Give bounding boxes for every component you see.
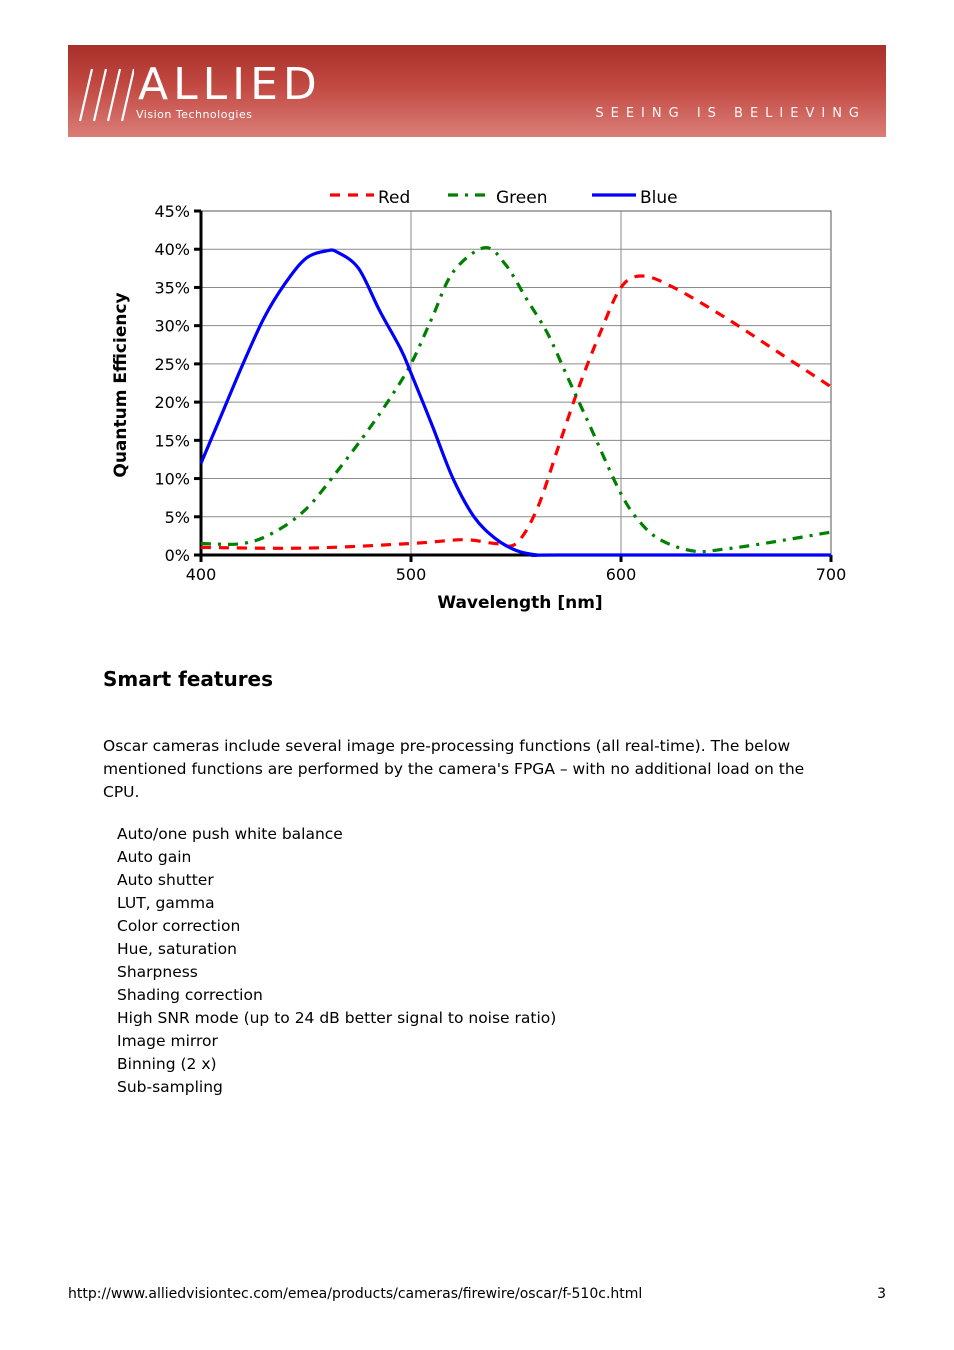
legend-label-green: Green <box>496 188 548 208</box>
feature-item: High SNR mode (up to 24 dB better signal to noise ratio) <box>117 1009 557 1027</box>
logo-subtext: Vision Technologies <box>136 108 253 121</box>
x-tick-label: 500 <box>395 565 427 584</box>
x-tick-label: 600 <box>605 565 637 584</box>
y-tick-label: 35% <box>154 278 190 298</box>
feature-item: LUT, gamma <box>117 894 215 912</box>
x-axis-label: Wavelength [nm] <box>437 593 603 613</box>
plot-area <box>201 211 831 555</box>
y-tick-label: 0% <box>164 546 190 565</box>
feature-item: Auto gain <box>117 848 192 866</box>
logo-wordmark: ALLIED <box>138 59 322 110</box>
y-tick-label: 30% <box>154 316 190 336</box>
y-axis-label: Quantum Efficiency <box>111 292 131 478</box>
section-title: Smart features <box>103 667 274 691</box>
y-tick-label: 45% <box>154 202 190 221</box>
chart-svg <box>100 178 860 628</box>
y-tick-label: 20% <box>154 393 190 413</box>
feature-item: Sharpness <box>117 963 198 981</box>
header-banner <box>68 45 886 137</box>
feature-item: Image mirror <box>117 1032 218 1050</box>
y-tick-label: 10% <box>154 469 190 489</box>
section-intro: Oscar cameras include several image pre-processing functions (all real-time). The below mentioned functions are performed by the camera's FPGA – with no additional load on the CPU. <box>103 737 805 801</box>
y-tick-label: 5% <box>164 507 190 527</box>
feature-item: Binning (2 x) <box>117 1055 217 1073</box>
feature-item: Hue, saturation <box>117 940 237 958</box>
y-tick-label: 15% <box>154 431 190 451</box>
y-tick-label: 25% <box>154 354 190 374</box>
feature-item: Color correction <box>117 917 241 935</box>
feature-item: Shading correction <box>117 986 263 1004</box>
y-tick-label: 40% <box>154 240 190 260</box>
header-tagline: SEEING IS BELIEVING <box>595 106 866 121</box>
x-tick-label: 700 <box>815 565 847 584</box>
feature-item: Auto shutter <box>117 871 214 889</box>
footer-url: http://www.alliedvisiontec.com/emea/products/cameras/firewire/oscar/f-510c.html <box>68 1286 643 1302</box>
legend-label-red: Red <box>378 188 411 208</box>
logo-slashes-icon <box>78 63 134 125</box>
legend-label-blue: Blue <box>640 188 678 208</box>
quantum-efficiency-chart <box>100 178 860 628</box>
feature-list <box>103 823 556 1099</box>
x-tick-label: 400 <box>185 565 217 584</box>
feature-item: Sub-sampling <box>117 1078 223 1096</box>
feature-item: Auto/one push white balance <box>117 825 343 843</box>
page-number: 3 <box>877 1286 886 1302</box>
